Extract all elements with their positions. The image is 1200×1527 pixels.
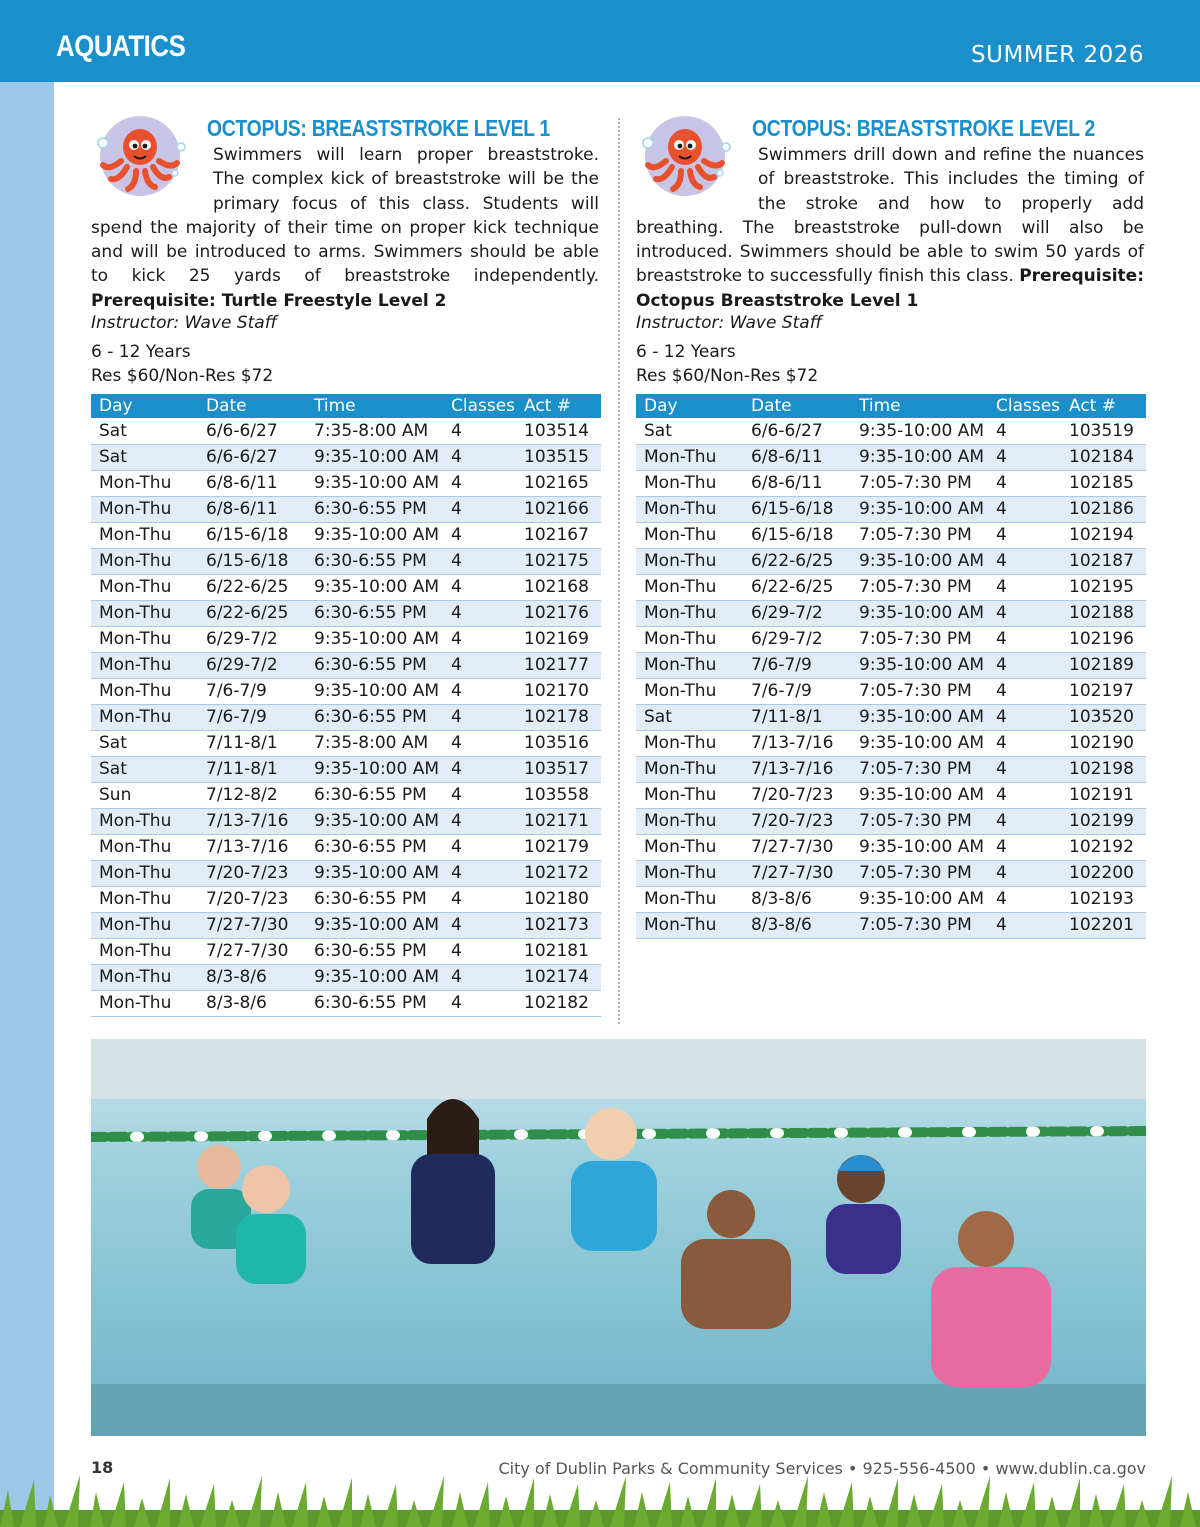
cell-classes: 4 (443, 496, 516, 522)
cell-activity-number: 102175 (516, 548, 601, 574)
table-row (91, 912, 601, 938)
table-row (636, 912, 1146, 938)
cell-classes: 4 (988, 886, 1061, 912)
cell-time: 9:35-10:00 AM (306, 574, 443, 600)
table-row (91, 964, 601, 990)
cell-day: Mon-Thu (636, 626, 743, 652)
cell-activity-number: 102198 (1061, 756, 1146, 782)
page-number: 18 (91, 1458, 114, 1477)
cell-classes: 4 (443, 756, 516, 782)
cell-date: 6/15-6/18 (743, 522, 851, 548)
table-row (636, 470, 1146, 496)
cell-activity-number: 102167 (516, 522, 601, 548)
cell-time: 9:35-10:00 AM (851, 548, 988, 574)
cell-day: Mon-Thu (91, 522, 198, 548)
cell-classes: 4 (988, 834, 1061, 860)
cell-classes: 4 (988, 782, 1061, 808)
table-row (636, 574, 1146, 600)
table-row (91, 990, 601, 1016)
cell-date: 7/20-7/23 (743, 782, 851, 808)
cell-day: Mon-Thu (91, 626, 198, 652)
cell-date: 7/27-7/30 (743, 834, 851, 860)
cell-time: 9:35-10:00 AM (306, 808, 443, 834)
cell-day: Mon-Thu (91, 808, 198, 834)
cell-activity-number: 103516 (516, 730, 601, 756)
cell-day: Mon-Thu (636, 886, 743, 912)
table-row (636, 860, 1146, 886)
cell-classes: 4 (443, 626, 516, 652)
cell-classes: 4 (988, 704, 1061, 730)
cell-time: 9:35-10:00 AM (306, 444, 443, 470)
cell-day: Mon-Thu (636, 730, 743, 756)
cell-day: Mon-Thu (636, 470, 743, 496)
cell-time: 7:05-7:30 PM (851, 574, 988, 600)
table-row (91, 782, 601, 808)
cell-activity-number: 102194 (1061, 522, 1146, 548)
cell-classes: 4 (443, 782, 516, 808)
table-row (636, 496, 1146, 522)
cell-day: Mon-Thu (91, 990, 198, 1016)
cell-day: Mon-Thu (91, 912, 198, 938)
table-row (636, 600, 1146, 626)
cell-time: 9:35-10:00 AM (306, 678, 443, 704)
cell-activity-number: 102179 (516, 834, 601, 860)
cell-classes: 4 (443, 886, 516, 912)
grass-decoration (0, 1470, 1200, 1527)
cell-date: 7/13-7/16 (743, 730, 851, 756)
cell-time: 6:30-6:55 PM (306, 834, 443, 860)
cell-day: Mon-Thu (636, 522, 743, 548)
cell-time: 9:35-10:00 AM (306, 912, 443, 938)
cell-time: 6:30-6:55 PM (306, 496, 443, 522)
cell-time: 9:35-10:00 AM (306, 964, 443, 990)
cell-day: Mon-Thu (91, 938, 198, 964)
table-row (636, 444, 1146, 470)
table-row (91, 834, 601, 860)
cell-date: 7/27-7/30 (198, 912, 306, 938)
cell-classes: 4 (988, 548, 1061, 574)
cell-activity-number: 102190 (1061, 730, 1146, 756)
cell-time: 9:35-10:00 AM (306, 522, 443, 548)
cell-classes: 4 (443, 678, 516, 704)
cell-activity-number: 102168 (516, 574, 601, 600)
cell-time: 7:05-7:30 PM (851, 756, 988, 782)
cell-classes: 4 (443, 522, 516, 548)
cell-date: 7/6-7/9 (743, 678, 851, 704)
cell-activity-number: 103515 (516, 444, 601, 470)
cell-time: 9:35-10:00 AM (851, 730, 988, 756)
description-text: Swimmers will learn proper breaststroke. The complex kick of breaststroke will be the primary focus of this class. Students will spend the majority of their time on proper kick technique and will be introduced to arms. Swimmers should be able to kick 25 yards of breaststroke independently. (91, 145, 599, 287)
cell-activity-number: 102201 (1061, 912, 1146, 938)
cell-date: 6/6-6/27 (743, 418, 851, 444)
cell-day: Mon-Thu (91, 678, 198, 704)
table-row (636, 522, 1146, 548)
column-header-day: Day (91, 394, 198, 418)
cell-time: 9:35-10:00 AM (306, 756, 443, 782)
cell-classes: 4 (988, 678, 1061, 704)
table-row (636, 652, 1146, 678)
cell-time: 9:35-10:00 AM (851, 418, 988, 444)
table-row (636, 756, 1146, 782)
cell-activity-number: 102189 (1061, 652, 1146, 678)
cell-time: 7:05-7:30 PM (851, 470, 988, 496)
cell-classes: 4 (988, 418, 1061, 444)
column-header-time: Time (851, 394, 988, 418)
cell-classes: 4 (443, 938, 516, 964)
table-header-row (636, 394, 1146, 418)
cell-activity-number: 102185 (1061, 470, 1146, 496)
age-range: 6 - 12 Years (91, 342, 191, 362)
cell-classes: 4 (443, 860, 516, 886)
cell-date: 8/3-8/6 (198, 964, 306, 990)
cell-activity-number: 103519 (1061, 418, 1146, 444)
cell-time: 6:30-6:55 PM (306, 886, 443, 912)
cell-classes: 4 (443, 418, 516, 444)
cell-time: 9:35-10:00 AM (851, 496, 988, 522)
table-row (91, 756, 601, 782)
table-row (91, 470, 601, 496)
cell-date: 7/27-7/30 (743, 860, 851, 886)
table-row (636, 678, 1146, 704)
cell-classes: 4 (443, 600, 516, 626)
cell-classes: 4 (443, 652, 516, 678)
cell-activity-number: 103514 (516, 418, 601, 444)
class-description (636, 143, 1144, 313)
cell-day: Mon-Thu (636, 574, 743, 600)
price: Res $60/Non-Res $72 (91, 366, 274, 386)
cell-classes: 4 (988, 808, 1061, 834)
cell-day: Mon-Thu (91, 886, 198, 912)
table-row (91, 522, 601, 548)
description-text: Swimmers drill down and refine the nuances of breaststroke. This includes the timing of the stroke and how to properly add breathing. The breaststroke pull-down will also be introduced. Swimmers should be able to swim 50 yards of breaststroke to successfully finish this class. (636, 145, 1144, 287)
column-header-classes: Classes (443, 394, 516, 418)
cell-day: Mon-Thu (91, 574, 198, 600)
cell-day: Mon-Thu (636, 548, 743, 574)
cell-date: 7/11-8/1 (743, 704, 851, 730)
cell-time: 7:05-7:30 PM (851, 522, 988, 548)
cell-classes: 4 (988, 444, 1061, 470)
section-title: AQUATICS (56, 30, 186, 63)
table-row (91, 444, 601, 470)
cell-time: 7:05-7:30 PM (851, 808, 988, 834)
cell-classes: 4 (988, 756, 1061, 782)
cell-date: 6/15-6/18 (743, 496, 851, 522)
cell-day: Mon-Thu (91, 964, 198, 990)
table-row (636, 704, 1146, 730)
instructor: Instructor: Wave Staff (636, 313, 822, 333)
cell-time: 7:05-7:30 PM (851, 626, 988, 652)
cell-time: 7:35-8:00 AM (306, 730, 443, 756)
table-row (91, 548, 601, 574)
cell-date: 6/29-7/2 (743, 600, 851, 626)
table-row (91, 808, 601, 834)
cell-activity-number: 102172 (516, 860, 601, 886)
cell-classes: 4 (988, 574, 1061, 600)
cell-date: 8/3-8/6 (743, 912, 851, 938)
cell-activity-number: 103520 (1061, 704, 1146, 730)
cell-day: Mon-Thu (636, 808, 743, 834)
cell-time: 6:30-6:55 PM (306, 548, 443, 574)
cell-date: 6/22-6/25 (198, 574, 306, 600)
class-title: OCTOPUS: BREASTSTROKE LEVEL 1 (207, 115, 551, 141)
cell-date: 6/15-6/18 (198, 522, 306, 548)
table-row (91, 938, 601, 964)
cell-day: Mon-Thu (636, 834, 743, 860)
cell-time: 6:30-6:55 PM (306, 782, 443, 808)
cell-day: Mon-Thu (91, 652, 198, 678)
cell-day: Mon-Thu (636, 756, 743, 782)
cell-day: Sat (636, 418, 743, 444)
cell-activity-number: 102182 (516, 990, 601, 1016)
table-row (636, 418, 1146, 444)
cell-date: 6/8-6/11 (743, 444, 851, 470)
cell-date: 7/11-8/1 (198, 730, 306, 756)
schedule-table (91, 394, 601, 1017)
table-row (91, 496, 601, 522)
cell-activity-number: 102186 (1061, 496, 1146, 522)
cell-day: Mon-Thu (91, 860, 198, 886)
season-label: SUMMER 2026 (971, 42, 1144, 68)
cell-classes: 4 (988, 912, 1061, 938)
cell-activity-number: 102170 (516, 678, 601, 704)
cell-date: 6/8-6/11 (198, 496, 306, 522)
cell-activity-number: 102173 (516, 912, 601, 938)
cell-date: 6/22-6/25 (743, 548, 851, 574)
table-row (636, 730, 1146, 756)
cell-time: 9:35-10:00 AM (306, 626, 443, 652)
cell-classes: 4 (988, 626, 1061, 652)
cell-date: 6/29-7/2 (198, 626, 306, 652)
cell-activity-number: 102174 (516, 964, 601, 990)
cell-time: 6:30-6:55 PM (306, 938, 443, 964)
cell-day: Mon-Thu (91, 600, 198, 626)
column-header-time: Time (306, 394, 443, 418)
cell-activity-number: 102192 (1061, 834, 1146, 860)
cell-date: 6/6-6/27 (198, 444, 306, 470)
cell-activity-number: 103517 (516, 756, 601, 782)
cell-day: Sun (91, 782, 198, 808)
cell-classes: 4 (443, 574, 516, 600)
cell-time: 6:30-6:55 PM (306, 990, 443, 1016)
cell-activity-number: 102196 (1061, 626, 1146, 652)
cell-classes: 4 (443, 912, 516, 938)
cell-classes: 4 (443, 470, 516, 496)
cell-day: Mon-Thu (636, 782, 743, 808)
cell-day: Mon-Thu (636, 496, 743, 522)
column-header-date: Date (743, 394, 851, 418)
cell-time: 7:05-7:30 PM (851, 860, 988, 886)
table-row (91, 678, 601, 704)
side-strip (0, 82, 54, 1527)
table-row (91, 886, 601, 912)
cell-time: 6:30-6:55 PM (306, 704, 443, 730)
cell-time: 9:35-10:00 AM (306, 860, 443, 886)
cell-day: Mon-Thu (91, 496, 198, 522)
cell-day: Mon-Thu (636, 860, 743, 886)
cell-classes: 4 (443, 808, 516, 834)
cell-day: Sat (91, 418, 198, 444)
cell-classes: 4 (443, 730, 516, 756)
table-row (91, 600, 601, 626)
cell-date: 8/3-8/6 (743, 886, 851, 912)
cell-day: Mon-Thu (636, 912, 743, 938)
cell-date: 8/3-8/6 (198, 990, 306, 1016)
cell-activity-number: 102181 (516, 938, 601, 964)
cell-activity-number: 102180 (516, 886, 601, 912)
schedule-table (636, 394, 1146, 939)
cell-classes: 4 (988, 470, 1061, 496)
table-row (91, 574, 601, 600)
table-row (636, 548, 1146, 574)
cell-date: 7/11-8/1 (198, 756, 306, 782)
cell-time: 9:35-10:00 AM (306, 470, 443, 496)
cell-time: 9:35-10:00 AM (851, 886, 988, 912)
table-row (91, 730, 601, 756)
cell-time: 6:30-6:55 PM (306, 652, 443, 678)
cell-classes: 4 (988, 730, 1061, 756)
cell-day: Sat (636, 704, 743, 730)
cell-date: 6/15-6/18 (198, 548, 306, 574)
cell-activity-number: 102187 (1061, 548, 1146, 574)
cell-day: Mon-Thu (91, 470, 198, 496)
cell-day: Mon-Thu (91, 704, 198, 730)
column-divider (618, 118, 620, 1024)
price: Res $60/Non-Res $72 (636, 366, 819, 386)
cell-time: 9:35-10:00 AM (851, 704, 988, 730)
cell-date: 6/8-6/11 (743, 470, 851, 496)
cell-date: 6/6-6/27 (198, 418, 306, 444)
table-header-row (91, 394, 601, 418)
column-header-day: Day (636, 394, 743, 418)
cell-activity-number: 102169 (516, 626, 601, 652)
page-header (0, 0, 1200, 82)
cell-activity-number: 102177 (516, 652, 601, 678)
cell-date: 7/20-7/23 (743, 808, 851, 834)
cell-day: Mon-Thu (636, 678, 743, 704)
cell-day: Sat (91, 444, 198, 470)
cell-date: 6/29-7/2 (743, 626, 851, 652)
cell-classes: 4 (988, 496, 1061, 522)
cell-date: 7/13-7/16 (198, 834, 306, 860)
cell-classes: 4 (443, 990, 516, 1016)
cell-date: 7/20-7/23 (198, 860, 306, 886)
cell-date: 6/22-6/25 (743, 574, 851, 600)
footer-contact: City of Dublin Parks & Community Services • 925-556-4500 • www.dublin.ca.gov (498, 1459, 1146, 1478)
cell-activity-number: 102176 (516, 600, 601, 626)
cell-activity-number: 102188 (1061, 600, 1146, 626)
cell-activity-number: 102178 (516, 704, 601, 730)
cell-time: 9:35-10:00 AM (851, 444, 988, 470)
cell-time: 6:30-6:55 PM (306, 600, 443, 626)
cell-activity-number: 102165 (516, 470, 601, 496)
cell-date: 7/12-8/2 (198, 782, 306, 808)
cell-classes: 4 (443, 444, 516, 470)
table-row (91, 704, 601, 730)
prerequisite: Prerequisite: Turtle Freestyle Level 2 (91, 290, 447, 311)
cell-date: 6/8-6/11 (198, 470, 306, 496)
cell-classes: 4 (443, 704, 516, 730)
cell-time: 9:35-10:00 AM (851, 652, 988, 678)
cell-day: Mon-Thu (636, 444, 743, 470)
prerequisite: Prerequisite: Octopus Breaststroke Level 1 (636, 266, 1144, 311)
cell-activity-number: 102199 (1061, 808, 1146, 834)
cell-activity-number: 103558 (516, 782, 601, 808)
cell-time: 7:35-8:00 AM (306, 418, 443, 444)
cell-classes: 4 (988, 652, 1061, 678)
table-row (91, 860, 601, 886)
cell-day: Mon-Thu (636, 600, 743, 626)
class-description (91, 143, 599, 313)
cell-day: Mon-Thu (91, 834, 198, 860)
cell-classes: 4 (443, 548, 516, 574)
table-row (91, 626, 601, 652)
cell-classes: 4 (988, 860, 1061, 886)
cell-activity-number: 102191 (1061, 782, 1146, 808)
cell-day: Sat (91, 756, 198, 782)
cell-date: 7/13-7/16 (743, 756, 851, 782)
cell-day: Mon-Thu (636, 652, 743, 678)
cell-classes: 4 (988, 522, 1061, 548)
table-row (91, 418, 601, 444)
cell-time: 7:05-7:30 PM (851, 678, 988, 704)
table-row (636, 626, 1146, 652)
table-row (636, 782, 1146, 808)
instructor: Instructor: Wave Staff (91, 313, 277, 333)
cell-activity-number: 102166 (516, 496, 601, 522)
cell-activity-number: 102197 (1061, 678, 1146, 704)
cell-time: 9:35-10:00 AM (851, 834, 988, 860)
cell-date: 6/29-7/2 (198, 652, 306, 678)
cell-day: Mon-Thu (91, 548, 198, 574)
column-header-activity-number: Act # (516, 394, 601, 418)
cell-classes: 4 (988, 600, 1061, 626)
cell-activity-number: 102195 (1061, 574, 1146, 600)
cell-classes: 4 (443, 964, 516, 990)
cell-date: 6/22-6/25 (198, 600, 306, 626)
cell-activity-number: 102171 (516, 808, 601, 834)
cell-date: 7/27-7/30 (198, 938, 306, 964)
pool-photo (91, 1039, 1146, 1436)
column-header-date: Date (198, 394, 306, 418)
cell-date: 7/6-7/9 (198, 678, 306, 704)
column-header-classes: Classes (988, 394, 1061, 418)
age-range: 6 - 12 Years (636, 342, 736, 362)
cell-day: Sat (91, 730, 198, 756)
table-row (91, 652, 601, 678)
cell-time: 9:35-10:00 AM (851, 782, 988, 808)
cell-date: 7/20-7/23 (198, 886, 306, 912)
cell-activity-number: 102184 (1061, 444, 1146, 470)
cell-date: 7/6-7/9 (198, 704, 306, 730)
cell-date: 7/13-7/16 (198, 808, 306, 834)
table-row (636, 834, 1146, 860)
cell-activity-number: 102200 (1061, 860, 1146, 886)
cell-classes: 4 (443, 834, 516, 860)
cell-time: 7:05-7:30 PM (851, 912, 988, 938)
table-row (636, 886, 1146, 912)
class-title: OCTOPUS: BREASTSTROKE LEVEL 2 (752, 115, 1096, 141)
column-header-activity-number: Act # (1061, 394, 1146, 418)
cell-activity-number: 102193 (1061, 886, 1146, 912)
table-row (636, 808, 1146, 834)
cell-date: 7/6-7/9 (743, 652, 851, 678)
cell-time: 9:35-10:00 AM (851, 600, 988, 626)
